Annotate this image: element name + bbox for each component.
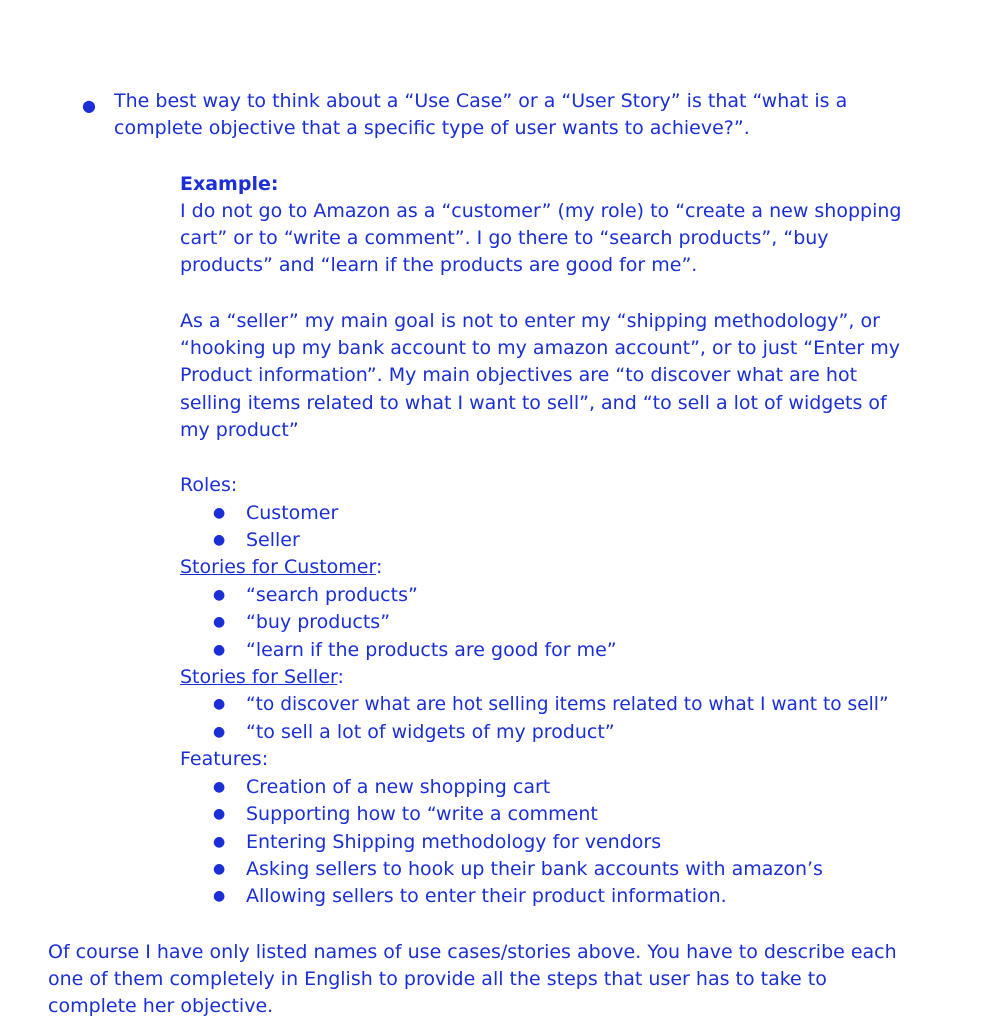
footer-line: complete her objective. <box>48 995 274 1017</box>
example-para1-line: products” and “learn if the products are good for me”. <box>180 254 698 276</box>
feature-item: Creation of a new shopping cart <box>246 776 551 798</box>
seller-stories-colon: : <box>337 666 344 688</box>
feature-item: Allowing sellers to enter their product information. <box>246 885 727 907</box>
example-para2-line: “hooking up my bank account to my amazon account”, or to just “Enter my <box>180 337 900 359</box>
list-bullet: ● <box>213 614 226 630</box>
list-bullet: ● <box>213 505 226 521</box>
list-bullet: ● <box>213 806 226 822</box>
customer-story-item: “search products” <box>246 584 418 606</box>
list-bullet: ● <box>213 532 226 548</box>
intro-line-1: The best way to think about a “Use Case” or a “User Story” is that “what is a <box>114 90 848 112</box>
example-para1-line: cart” or to “write a comment”. I go there to “search products”, “buy <box>180 227 829 249</box>
list-bullet: ● <box>213 861 226 877</box>
example-para2-line: my product” <box>180 419 299 441</box>
features-label: Features: <box>180 748 269 770</box>
customer-stories-colon: : <box>375 556 383 578</box>
customer-story-item: “buy products” <box>246 611 391 633</box>
seller-stories-heading <box>180 664 344 691</box>
seller-story-item: “to discover what are hot selling items related to what I want to sell” <box>246 694 889 715</box>
list-bullet: ● <box>213 642 226 658</box>
list-bullet: ● <box>213 587 226 603</box>
example-para2-line: selling items related to what I want to sell”, and “to sell a lot of widgets of <box>180 392 887 414</box>
customer-story-item: “learn if the products are good for me” <box>246 639 617 661</box>
customer-stories-heading <box>180 554 382 581</box>
role-item: Customer <box>246 502 339 524</box>
feature-item: Supporting how to “write a comment <box>246 803 598 825</box>
example-para1-line: I do not go to Amazon as a “customer” (my role) to “create a new shopping <box>180 200 902 222</box>
list-bullet: ● <box>213 724 226 740</box>
intro-line-2: complete objective that a specific type of user wants to achieve?”. <box>114 117 750 139</box>
list-bullet: ● <box>213 779 226 795</box>
roles-label: Roles: <box>180 474 238 496</box>
seller-story-item: “to sell a lot of widgets of my product” <box>246 721 615 743</box>
list-bullet: ● <box>213 834 226 850</box>
list-bullet: ● <box>213 696 226 712</box>
intro-bullet: ● <box>82 96 96 115</box>
feature-item: Entering Shipping methodology for vendors <box>246 831 662 853</box>
seller-stories-link[interactable]: Stories for Seller <box>180 666 338 688</box>
list-bullet: ● <box>213 888 226 904</box>
footer-line: Of course I have only listed names of use cases/stories above. You have to describe each <box>48 941 897 963</box>
example-heading: Example: <box>180 173 279 195</box>
role-item: Seller <box>246 529 300 551</box>
footer-line: one of them completely in English to provide all the steps that user has to take to <box>48 968 827 990</box>
example-para2-line: Product information”. My main objectives are “to discover what are hot <box>180 364 858 386</box>
customer-stories-link[interactable]: Stories for Customer <box>180 556 376 578</box>
feature-item: Asking sellers to hook up their bank accounts with amazon’s <box>246 858 823 880</box>
example-para2-line: As a “seller” my main goal is not to enter my “shipping methodology”, or <box>180 310 880 332</box>
